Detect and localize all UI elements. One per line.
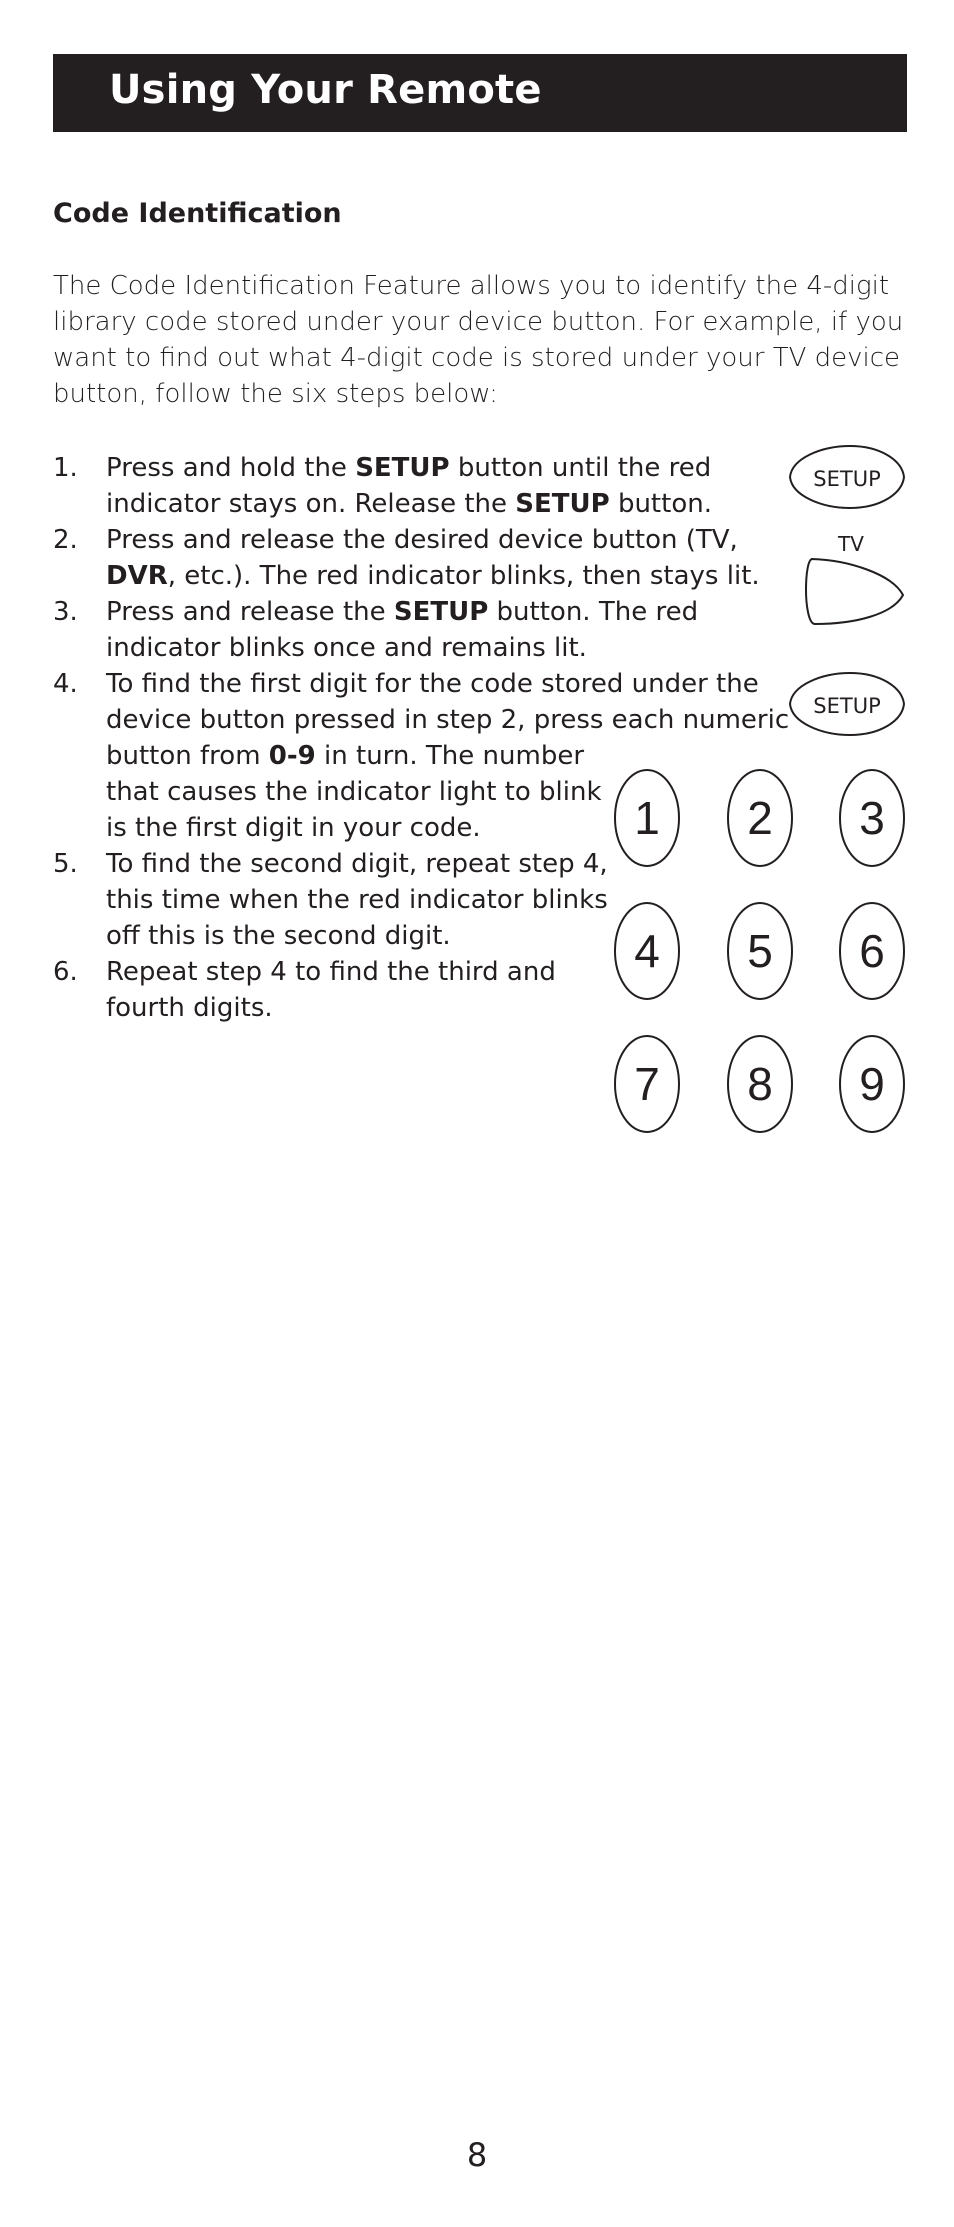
svg-text:4: 4	[634, 925, 660, 977]
step-number: 4.	[53, 669, 78, 699]
svg-text:5: 5	[747, 925, 773, 977]
svg-text:2: 2	[747, 792, 773, 844]
svg-text:9: 9	[859, 1058, 885, 1110]
setup-keyword: SETUP	[515, 489, 610, 519]
setup-keyword: SETUP	[393, 597, 489, 627]
svg-text:7: 7	[634, 1058, 660, 1110]
setup-keyword: SETUP	[355, 453, 450, 483]
svg-text:6: 6	[859, 925, 885, 977]
svg-text:8: 8	[747, 1058, 773, 1110]
tv-label: TV	[838, 532, 864, 556]
setup-button-label: SETUP	[813, 467, 881, 491]
svg-text:1: 1	[634, 792, 660, 844]
tv-button-icon	[806, 559, 903, 624]
dvr-keyword: DVR	[106, 561, 168, 591]
digit-button-5	[728, 903, 792, 999]
setup-button-icon	[790, 673, 904, 735]
step-number: 2.	[53, 525, 78, 555]
digit-button-6	[840, 903, 904, 999]
page-title: Using Your Remote	[109, 67, 542, 113]
step-number: 1.	[53, 453, 78, 483]
digit-button-9	[840, 1036, 904, 1132]
digit-button-3	[840, 770, 904, 866]
setup-button-icon	[790, 446, 904, 508]
page-number: 8	[466, 2136, 488, 2174]
step-number: 3.	[53, 597, 78, 627]
svg-text:3: 3	[859, 792, 885, 844]
intro-line: library code stored under your device button. For example, if you	[53, 307, 904, 337]
digit-button-7	[615, 1036, 679, 1132]
intro-line: want to find out what 4-digit code is stored under your TV device	[53, 343, 901, 373]
setup-button-label: SETUP	[813, 694, 881, 718]
step-number: 5.	[53, 849, 78, 879]
digit-button-1	[615, 770, 679, 866]
section-heading: Code Identification	[53, 198, 342, 229]
intro-line: button, follow the six steps below:	[53, 379, 498, 409]
digit-button-2	[728, 770, 792, 866]
intro-line: The Code Identification Feature allows you to identify the 4-digit	[53, 271, 890, 301]
step-number: 6.	[53, 957, 78, 987]
range-keyword: 0-9	[268, 741, 316, 771]
digit-button-8	[728, 1036, 792, 1132]
digit-button-4	[615, 903, 679, 999]
